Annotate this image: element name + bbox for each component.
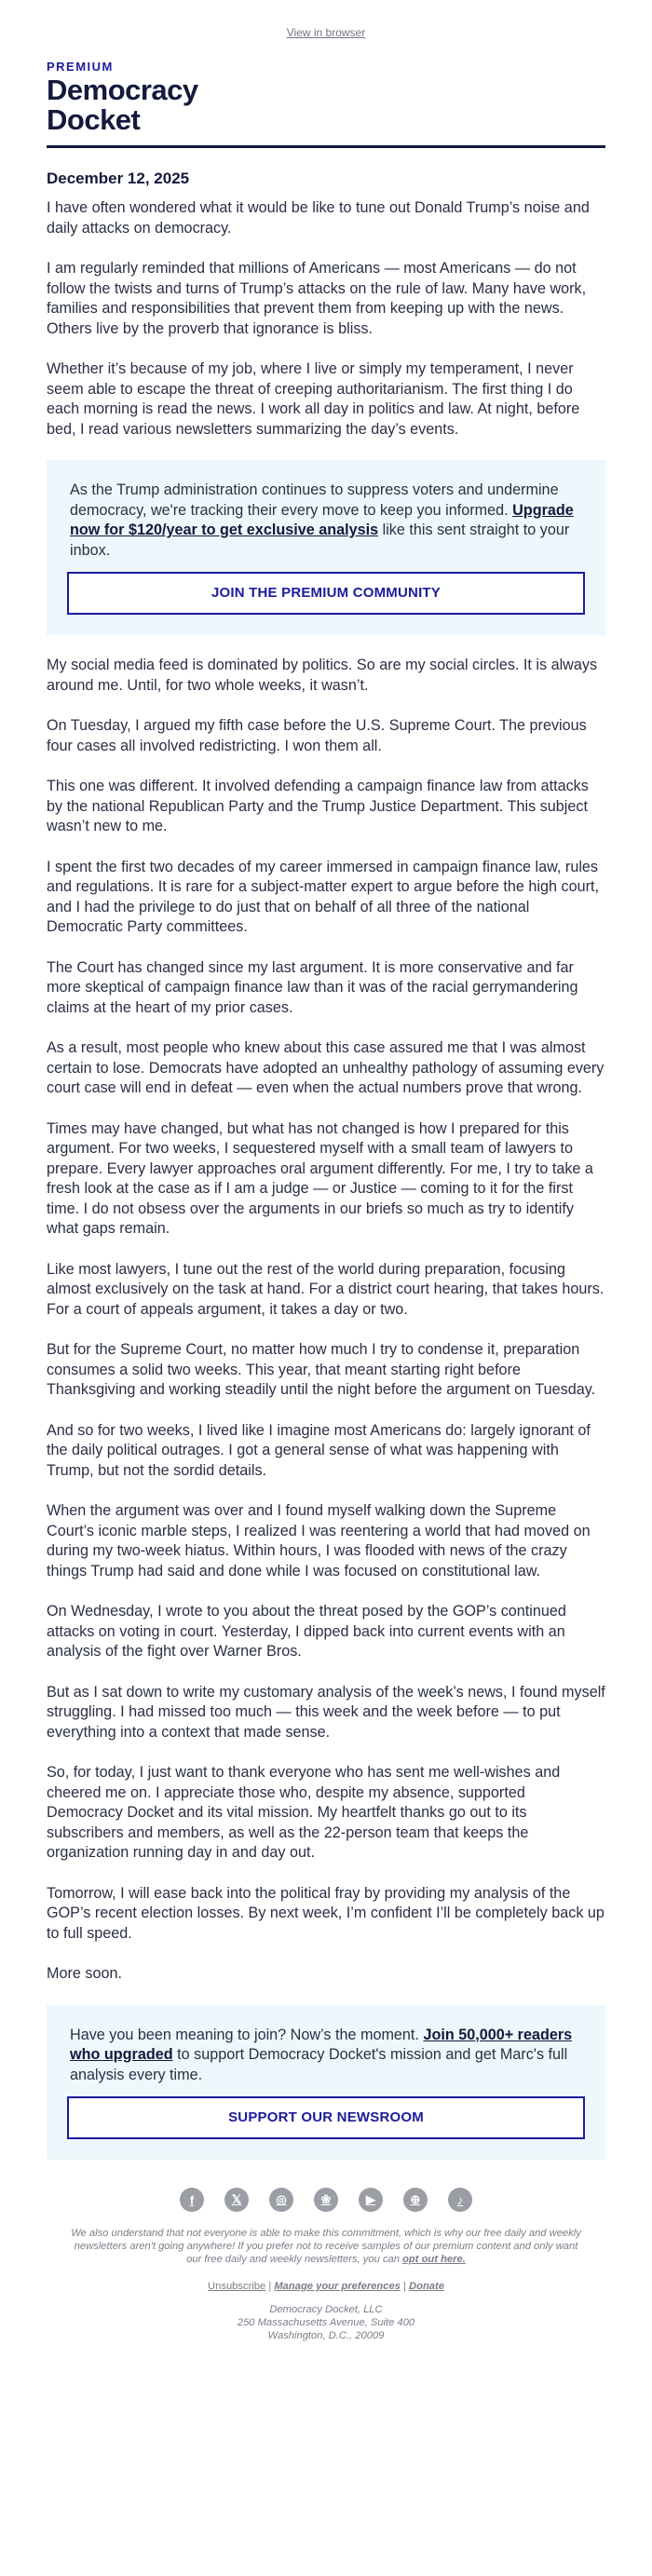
paragraph: My social media feed is dominated by politics. So are my social circles. It is always around me. Until, for two whole weeks, it wasn’t. bbox=[47, 657, 598, 694]
paragraph: I have often wondered what it would be like to tune out Donald Trump’s noise and daily attacks on democracy. bbox=[47, 199, 590, 237]
paragraph: The Court has changed since my last argument. It is more conservative and far more skeptical of campaign finance law than it was of the racial gerrymandering claims at the heart of my prior cases. bbox=[47, 958, 578, 1016]
donate-link[interactable]: Donate bbox=[409, 2281, 444, 2292]
view-in-browser-link[interactable]: View in browser bbox=[286, 26, 366, 39]
header-divider bbox=[47, 145, 605, 148]
paragraph: I am regularly reminded that millions of Americans — most Americans — do not follow the twists and turns of Trump’s attacks on the rule of law. Many have work, families and responsibilities that prevent them from keeping up with the news. Others live by the proverb that ignorance is bliss. bbox=[47, 260, 587, 337]
paragraph: On Tuesday, I argued my fifth case before the U.S. Supreme Court. The previous four cases all involved redistricting. I won them all. bbox=[47, 717, 587, 754]
callout-text bbox=[67, 481, 585, 561]
join-premium-button[interactable]: JOIN THE PREMIUM COMMUNITY bbox=[67, 572, 585, 615]
join-readers-link[interactable]: Join 50,000+ readers who upgraded bbox=[70, 2026, 573, 2063]
footer-links bbox=[0, 2281, 652, 2292]
footer-note bbox=[0, 2227, 652, 2266]
callout-text-after: to support Democracy Docket's mission and get Marc's full analysis every time. bbox=[70, 2046, 568, 2083]
intro-section bbox=[0, 169, 652, 440]
instagram-icon[interactable]: ◎ bbox=[269, 2188, 293, 2212]
issue-date: December 12, 2025 bbox=[47, 169, 190, 187]
separator: | bbox=[400, 2281, 410, 2292]
callout-text bbox=[67, 2026, 585, 2086]
paragraph: As a result, most people who knew about this case assured me that I was almost certain to lose. Democrats have adopted an unhealthy pathology of assuming every court case will end in defeat — even when the actual numbers prove that wrong. bbox=[47, 1039, 604, 1096]
paragraph: More soon. bbox=[47, 1965, 122, 1982]
paragraph: And so for two weeks, I lived like I imagine most Americans do: largely ignorant of the daily political outrages. I got a general sense of what was happening with Trump, but not the sordid details. bbox=[47, 1421, 591, 1479]
upgrade-link[interactable]: Upgrade now for $120/year to get exclusive analysis bbox=[70, 501, 574, 538]
bluesky-icon[interactable]: ❀ bbox=[314, 2188, 338, 2212]
callout-text-before: Have you been meaning to join? Now’s the moment. bbox=[70, 2026, 424, 2043]
brand-name-line1: Democracy bbox=[47, 74, 198, 106]
paragraph: So, for today, I just want to thank everyone who has sent me well-wishes and cheered me on. I appreciate those who, despite my absence, supported Democracy Docket and its vital mission. My heartfelt thanks go out to its subscribers and members, as well as the 22-person team that keeps the organization running day in and day out. bbox=[47, 1764, 561, 1861]
unsubscribe-link[interactable]: Unsubscribe bbox=[208, 2281, 266, 2292]
paragraph: Whether it’s because of my job, where I live or simply my temperament, I never seem able to escape the threat of creeping authoritarianism. The first thing I do each morning is read the news. I work all day in politics and law. At night, before bed, I read various newsletters summarizing the day’s events. bbox=[47, 360, 580, 438]
paragraph: Times may have changed, but what has not changed is how I prepared for this argument. For two weeks, I sequestered myself with a small team of lawyers to prepare. Every lawyer approaches oral argument differently. For me, I try to take a fresh look at the case as if I am a judge — or Justice — coming to it for the first time. I do not obsess over the arguments in our briefs so much as try to identify what gaps remain. bbox=[47, 1119, 593, 1237]
paragraph: This one was different. It involved defending a campaign finance law from attacks by the national Republican Party and the Trump Justice Department. This subject wasn’t new to me. bbox=[47, 778, 589, 834]
join-callout bbox=[47, 2005, 605, 2161]
address-line: 250 Massachusetts Avenue, Suite 400 bbox=[237, 2317, 415, 2328]
address-line: Washington, D.C., 20009 bbox=[267, 2330, 385, 2341]
footer-note-text: We also understand that not everyone is able to make this commitment, which is why our free daily and weekly newsletters aren't going anywhere! If you prefer not to receive samples of our premium content and only want our free daily and weekly newsletters, you can bbox=[71, 2228, 581, 2265]
facebook-icon[interactable]: f bbox=[180, 2188, 204, 2212]
view-in-browser-bar bbox=[0, 0, 652, 60]
paragraph: But as I sat down to write my customary analysis of the week’s news, I found myself struggling. I had missed too much — this week and the week before — to put everything into a context that made sense. bbox=[47, 1683, 605, 1741]
opt-out-link[interactable]: opt out here. bbox=[402, 2254, 466, 2265]
tiktok-icon[interactable]: ♪ bbox=[448, 2188, 472, 2212]
youtube-icon[interactable]: ▶ bbox=[359, 2188, 383, 2212]
paragraph: When the argument was over and I found myself walking down the Supreme Court’s iconic marble steps, I realized I was reentering a world that had moved on during my two-week hiatus. Within hours, I was flooded with news of the crazy things Trump had said and done while I was focused on constitutional law. bbox=[47, 1502, 591, 1579]
separator: | bbox=[265, 2281, 275, 2292]
social-links bbox=[0, 2188, 652, 2212]
paragraph: On Wednesday, I wrote to you about the threat posed by the GOP’s continued attacks on voting in court. Yesterday, I dipped back into current events with an analysis of the fight over Warner Bros. bbox=[47, 1603, 566, 1660]
paragraph: Tomorrow, I will ease back into the political fray by providing my analysis of the GOP’s recent election losses. By next week, I’m confident I’ll be completely back up to full speed. bbox=[47, 1884, 604, 1942]
logo[interactable] bbox=[0, 60, 652, 145]
callout-text-after: like this sent straight to your inbox. bbox=[70, 522, 570, 559]
premium-upgrade-callout bbox=[47, 460, 605, 635]
paragraph: I spent the first two decades of my career immersed in campaign finance law, rules and regulations. It is rare for a subject-matter expert to argue before the high court, and I had the privilege to do just that on behalf of all three of the national Democratic Party committees. bbox=[47, 858, 599, 935]
bottom-spacer bbox=[0, 2342, 652, 2361]
brand-name-line2: Docket bbox=[47, 103, 141, 136]
support-newsroom-button[interactable]: SUPPORT OUR NEWSROOM bbox=[67, 2096, 585, 2139]
x-icon[interactable]: 𝕏 bbox=[224, 2188, 249, 2212]
website-icon[interactable]: ⊕ bbox=[403, 2188, 428, 2212]
manage-preferences-link[interactable]: Manage your preferences bbox=[274, 2281, 401, 2292]
paragraph: Like most lawyers, I tune out the rest of the world during preparation, focusing almost exclusively on the task at hand. For a district court hearing, that takes hours. For a court of appeals argument, it takes a day or two. bbox=[47, 1260, 604, 1318]
paragraph: But for the Supreme Court, no matter how much I try to condense it, preparation consumes a solid two weeks. This year, that meant starting right before Thanksgiving and working steadily until the night before the argument on Tuesday. bbox=[47, 1341, 596, 1398]
footer-address bbox=[0, 2303, 652, 2342]
body-section bbox=[0, 656, 652, 1985]
callout-text-before: As the Trump administration continues to suppress voters and undermine democracy, we're tracking their every move to keep you informed. bbox=[70, 481, 559, 519]
premium-label: PREMIUM bbox=[47, 60, 114, 74]
address-line: Democracy Docket, LLC bbox=[269, 2304, 383, 2315]
